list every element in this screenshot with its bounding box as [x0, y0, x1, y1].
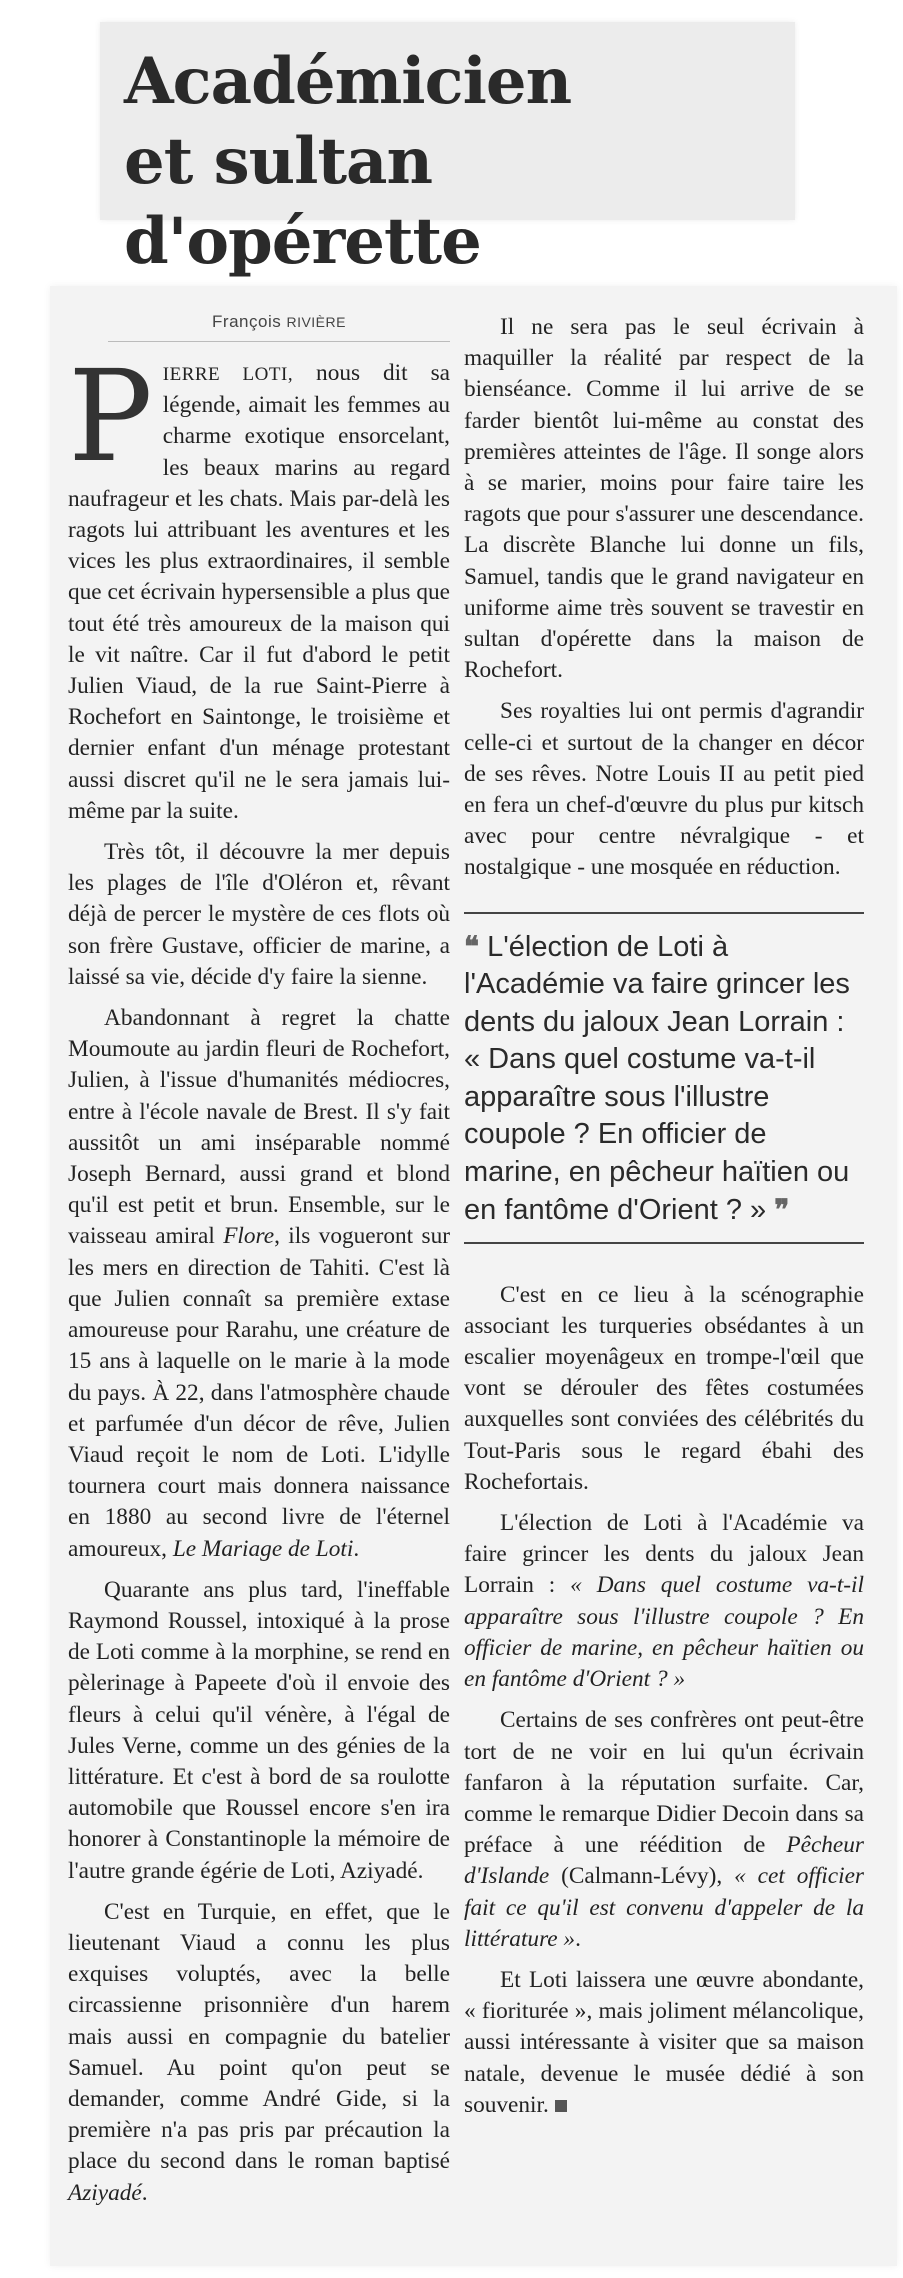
paragraph-7: Ses royalties lui ont permis d'agrandir celle-ci et surtout de la changer en décor de ses rêves. Notre Louis II au petit pied en fera un chef-d'œuvre du plus pur kitsch avec pour centre névralgique - et nostalgique - une mosquée en réduction. — [464, 698, 864, 881]
author-byline — [108, 312, 450, 342]
lead-smallcaps: IERRE LOTI, — [162, 364, 294, 385]
end-mark-icon — [555, 2100, 567, 2112]
open-quote-icon: ❝ — [464, 929, 480, 963]
drop-cap: P — [68, 343, 153, 490]
paragraph-5 — [68, 1897, 450, 2209]
paragraph-11 — [464, 1965, 864, 2121]
headline-line-1: Académicien — [124, 44, 572, 119]
paragraph-10 — [464, 1705, 864, 1955]
paragraph-9 — [464, 1508, 864, 1695]
paragraph-2: Très tôt, il découvre la mer depuis les plages de l'île d'Oléron et, rêvant déjà de percer le mystère de ces flots où son frère Gustave, officier de marine, a laissé sa vie, décide d'y faire la sienne. — [68, 839, 450, 990]
headline-line-2: et sultan d'opérette — [124, 124, 481, 279]
paragraph-9-text: L'élection de Loti à l'Académie va faire grincer les dents du jaloux Jean Lorrain : — [464, 1510, 864, 1599]
paragraph-11-text: Et Loti laissera une œuvre abondante, « fioriturée », mais joliment mélancolique, aussi intéressante à visiter que sa maison natale, devenue le musée dédié à son souvenir. — [464, 1966, 864, 2118]
paragraph-6: Il ne sera pas le seul écrivain à maquiller la réalité par respect de la bienséance. Comme il lui arrive de se farder bientôt lui-même au constat des premières atteintes de l'âge. Il songe alors à se marier, moins pour faire taire les ragots que pour s'assurer une descendance. La discrète Blanche lui donne un fils, Samuel, tandis que le grand navigateur en uniforme aime très souvent se travestir en sultan d'opérette dans la maison de Rochefort. — [464, 314, 864, 684]
close-quote-icon: ❞ — [774, 1193, 790, 1227]
paragraph-10-text-b: (Calmann-Lévy), — [549, 1863, 735, 1890]
author-last-name: RIVIÈRE — [286, 314, 346, 330]
paragraph-3-text-a: Abandonnant à regret la chatte Moumoute au jardin fleuri de Rochefort, Julien, à l'issue d'humanités médiocres, entre à l'école navale de Brest. Il s'y fait aussitôt un ami inséparable nommé Joseph Bernard, aussi grand et blond qu'il est petit et brun. Ensemble, sur le vaisseau amiral — [68, 1005, 450, 1250]
right-column — [464, 312, 864, 2121]
pull-quote — [464, 912, 864, 1244]
book-title-aziyade: Aziyadé — [68, 2179, 142, 2206]
paragraph-intro-text: nous dit sa légende, aimait les femmes au charme exotique ensorcelant, les beaux marins au regard naufrageur et les chats. Mais par-delà les ragots lui attribuant les aventures et les vices les plus extraordinaires, il semble que cet écrivain hypersensible a plus que tout été très amoureux de la maison qui le vit naître. Car il fut d'abord le petit Julien Viaud, de la rue Saint-Pierre à Rochefort en Saintonge, le troisième et dernier enfant d'un ménage protestant aussi discret qu'il ne le sera jamais lui-même par la suite. — [68, 360, 450, 824]
author-first-name: François — [212, 312, 282, 331]
ship-name: Flore — [223, 1223, 275, 1250]
paragraph-9-quote: « Dans quel costume va-t-il apparaître sous l'illustre coupole ? En officier de marine, en pêcheur haïtien ou en fantôme d'Orient ? » — [464, 1572, 864, 1693]
paragraph-intro — [68, 343, 450, 827]
paragraph-3-text-c: . — [353, 1535, 360, 1562]
page-title — [124, 42, 784, 282]
paragraph-8: C'est en ce lieu à la scénographie associant les turqueries obsédantes à un escalier moyenâgeux en trompe-l'œil que vont se dérouler des fêtes costumées auxquelles sont conviées des célébrités du Tout-Paris sous le regard ébahi des Rochefortais. — [464, 1281, 864, 1495]
paragraph-5-text-b: . — [141, 2179, 148, 2206]
paragraph-10-text-a: Certains de ses confrères ont peut-être tort de ne voir en lui qu'un écrivain fanfaron à la réputation surfaite. Car, comme le remarque Didier Decoin dans sa préface à une réédition de — [464, 1707, 864, 1859]
paragraph-5-text-a: C'est en Turquie, en effet, que le lieutenant Viaud a connu les plus exquises voluptés, avec la belle circassienne prisonnière d'un harem mais aussi en compagnie du batelier Samuel. Au point qu'on peut se demander, comme André Gide, si la première n'a pas pris par précaution la place du second dans le roman baptisé — [68, 1898, 450, 2175]
left-column — [68, 312, 450, 2209]
paragraph-10-quote: « cet officier fait ce qu'il est convenu d'appeler de la littérature » — [464, 1863, 864, 1952]
paragraph-3-text-b: , ils vogueront sur les mers en direction de Tahiti. C'est là que Julien connaît sa première extase amoureuse pour Rarahu, une créature de 15 ans à laquelle on le marie à la mode du pays. À 22, dans l'atmosphère chaude et parfumée d'un décor de rêve, Julien Viaud reçoit le nom de Loti. L'idylle tournera court mais donnera naissance en 1880 au second livre de l'éternel amoureux, — [68, 1223, 450, 1562]
paragraph-10-text-c: . — [575, 1925, 581, 1952]
book-title-pecheur: Pêcheur d'Islande — [464, 1832, 864, 1890]
paragraph-4: Quarante ans plus tard, l'ineffable Raymond Roussel, intoxiqué à la prose de Loti comme à la morphine, se rend en pèlerinage à Papeete d'où il envoie des fleurs à celui qu'il vénère, à l'égal de Jules Verne, comme un des génies de la littérature. Et c'est à bord de sa roulotte automobile que Roussel encore s'en ira honorer à Constantinople la mémoire de l'autre grande égérie de Loti, Aziyadé. — [68, 1576, 450, 1884]
pull-quote-text: L'élection de Loti à l'Académie va faire grincer les dents du jaloux Jean Lorrain : « Dans quel costume va-t-il apparaître sous l'illustre coupole ? En officier de marine, en pêcheur haïtien ou en fantôme d'Orient ? » — [464, 930, 850, 1227]
paragraph-3 — [68, 1003, 450, 1565]
book-title-mariage: Le Mariage de Loti — [172, 1535, 354, 1562]
